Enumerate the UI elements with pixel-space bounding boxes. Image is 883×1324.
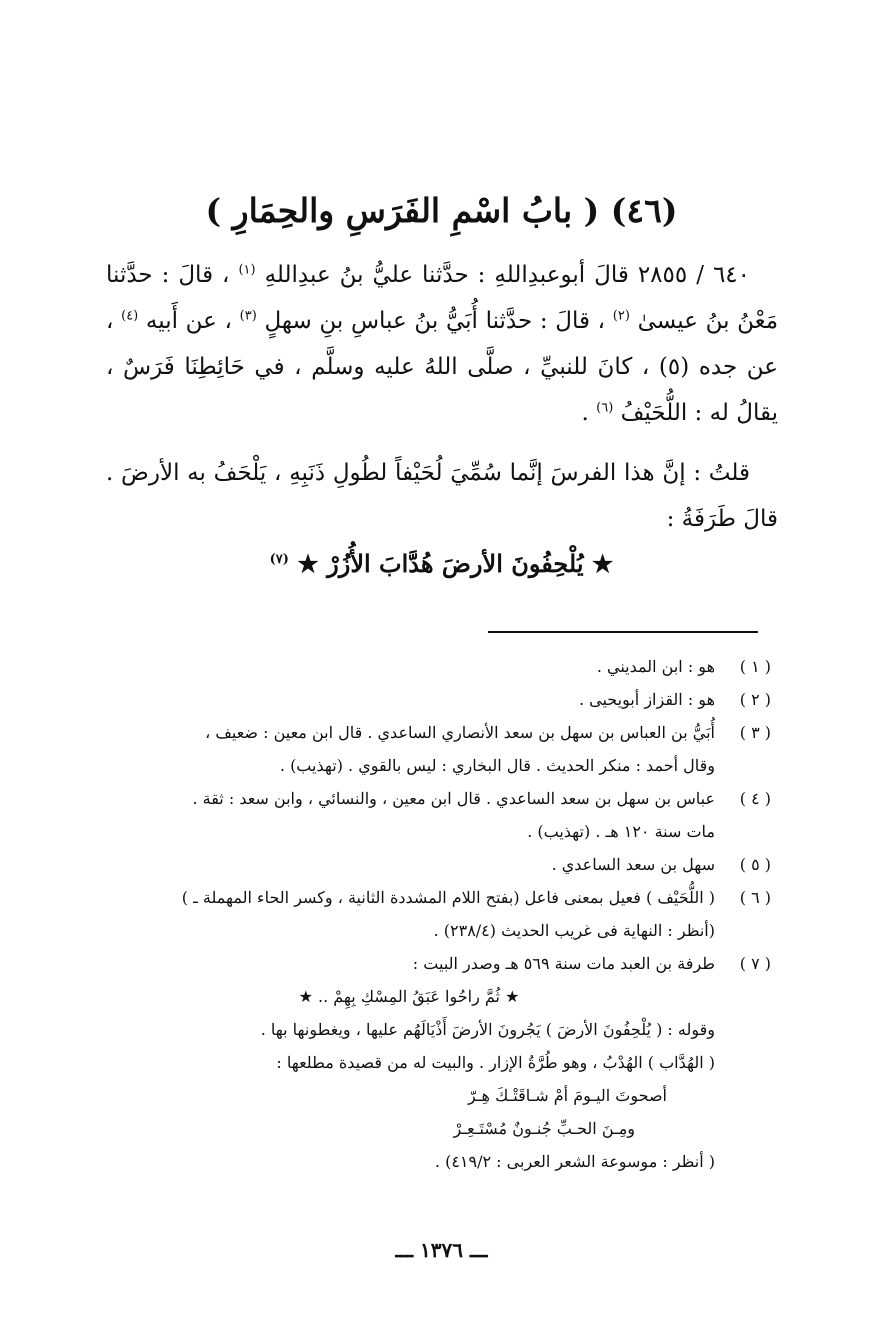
footnote-ref-4[interactable]: (٤): [121, 308, 139, 324]
footnote-body: [103, 716, 715, 782]
footnote-line: ( الهُدَّاب ) الهُدْبُ ، وهو طُرَّةُ الإزار . والبيت له من قصيدة مطلعها :: [276, 1053, 715, 1072]
verse-text: ★ يُلْحِفُونَ الأرضَ هُدَّابَ الأُزُرْ ★: [297, 549, 614, 578]
footnote-source: ( أنظر : موسوعة الشعر العربى : ٤١٩/٢) .: [434, 1152, 715, 1171]
footnote-body: [103, 947, 715, 1178]
footnote-line: طرفة بن العبد مات سنة ٥٦٩ هـ وصدر البيت :: [412, 954, 715, 973]
footnote-number: ( ٦ ): [739, 888, 771, 907]
chapter-title: (٤٦) ( بابُ اسْمِ الفَرَسِ والحِمَارِ ): [205, 191, 678, 230]
author-comment: قلتُ : إنَّ هذا الفرسَ إنَّما سُمِّيَ لُحَيْفاً لطُولِ ذَنَبِهِ ، يَلْحَفُ به الأرضَ . قالَ طَرَفَةُ :: [106, 460, 778, 532]
footnote-separator: [488, 631, 758, 633]
footnote-number: ( ٧ ): [739, 954, 771, 973]
footnote-line: هو : ابن المديني .: [596, 657, 715, 676]
footnote-body: [103, 683, 715, 716]
footnotes-section: [103, 650, 771, 1178]
footnote-number: ( ٢ ): [739, 690, 771, 709]
footnote-line: سهل بن سعد الساعدي .: [551, 855, 715, 874]
poem-second-hemistich: ومِـنَ الحـبِّ جُنـونٌ مُسْتَـعِـرْ: [453, 1119, 635, 1138]
footnote-4: [103, 782, 771, 848]
footnote-ref-7[interactable]: (٧): [269, 552, 289, 567]
footnote-number: ( ٥ ): [739, 855, 771, 874]
footnote-line: ( اللُّحَيْف ) فعيل بمعنى فاعل (بفتح اللام المشددة الثانية ، وكسر الحاء المهملة ـ ): [181, 888, 715, 907]
footnote-line: مات سنة ١٢٠ هـ . (تهذيب) .: [527, 822, 715, 841]
footnote-line: أُبَيُّ بن العباس بن سهل بن سعد الأنصاري الساعدي . قال ابن معين : ضعيف ،: [205, 723, 715, 742]
footnote-list: [103, 650, 771, 947]
hadith-isnad-start: ٦٤٠ / ٢٨٥٥ قالَ أبوعبدِاللهِ : حدَّثنا عليُّ بنُ عبدِاللهِ: [264, 262, 751, 288]
footnote-ref-6[interactable]: (٦): [596, 400, 614, 416]
footnote-body: [103, 881, 715, 947]
footnote-line: (أنظر : النهاية فى غريب الحديث (٢٣٨/٤) .: [433, 921, 715, 940]
poem-first-hemistich: أصحوتَ اليـومَ أمْ شـاقَتْـكَ هِـرّ: [468, 1086, 667, 1105]
verse-hemistich: ★ ثُمَّ راحُوا عَبَقُ المِسْكِ بِهِمْ .. ★: [298, 987, 520, 1006]
hadith-text: [106, 252, 778, 542]
footnote-1: [103, 650, 771, 683]
hadith-isnad-continued: ، قالَ : حدَّثنا أُبَيُّ بنُ عباسِ بنِ سهلٍ: [264, 308, 606, 334]
footnote-number: ( ١ ): [739, 657, 771, 676]
hadith-matn: ، عن جده (٥) ، كانَ للنبيِّ ، صلَّى اللهُ عليه وسلَّم ، في حَائِطِنَا فَرَسٌ ، يقالُ له : اللُّحَيْفُ: [106, 308, 779, 426]
footnote-body: [103, 848, 715, 881]
footnote-line: هو : القزاز أبويحيى .: [578, 690, 715, 709]
footnote-ref-3[interactable]: (٣): [239, 308, 257, 324]
footnote-ref-1[interactable]: (١): [238, 262, 256, 278]
poetry-verse: [120, 548, 763, 579]
footnote-line: وقوله : ( يُلْحِفُونَ الأرضَ ) يَجُرونَ الأرضَ أَذْيَالَهُم عليها ، ويغطونها بها .: [260, 1020, 715, 1039]
hadith-paragraph: ٦٤٠ / ٢٨٥٥ قالَ أبوعبدِاللهِ : حدَّثنا عليُّ بنُ عبدِاللهِ $^{(١)}$ ، قالَ : حدَّثنا مَعْنُ بنُ عيسىٰ $^{(٢)}$ ، قالَ : حدَّثنا أُبَيُّ بنُ عباسِ بنِ سهلٍ $^{(٣)}$ ، عن أَبيه $^{(٤)}$ ، عن جده (٥) ، كانَ للنبيِّ ، صلَّى اللهُ عليه وسلَّم ، في حَائِطِنَا فَرَسٌ ، يقالُ له : اللُّحَيْفُ $^{(٦)}$ .: [106, 262, 779, 426]
hadith-isnad-middle: قالَ : حدَّثنا مَعْنُ بنُ عيسىٰ: [106, 262, 779, 334]
page-number: ـــ ١٣٧٦ ـــ: [395, 1238, 488, 1262]
footnote-ref-2[interactable]: (٢): [612, 308, 630, 324]
footnote-7: [103, 947, 771, 1178]
footnote-number: ( ٣ ): [739, 723, 771, 742]
footnote-5: [103, 848, 771, 881]
footnote-body: [103, 782, 715, 848]
footnote-2: [103, 683, 771, 716]
footnote-line: وقال أحمد : منكر الحديث . قال البخاري : ليس بالقوي . (تهذيب) .: [279, 756, 715, 775]
footnote-line: عباس بن سهل بن سعد الساعدي . قال ابن معين ، والنسائي ، وابن سعد : ثقة .: [192, 789, 715, 808]
footnote-body: [103, 650, 715, 683]
footnote-number: ( ٤ ): [739, 789, 771, 808]
footnote-6: [103, 881, 771, 947]
footnote-3: [103, 716, 771, 782]
